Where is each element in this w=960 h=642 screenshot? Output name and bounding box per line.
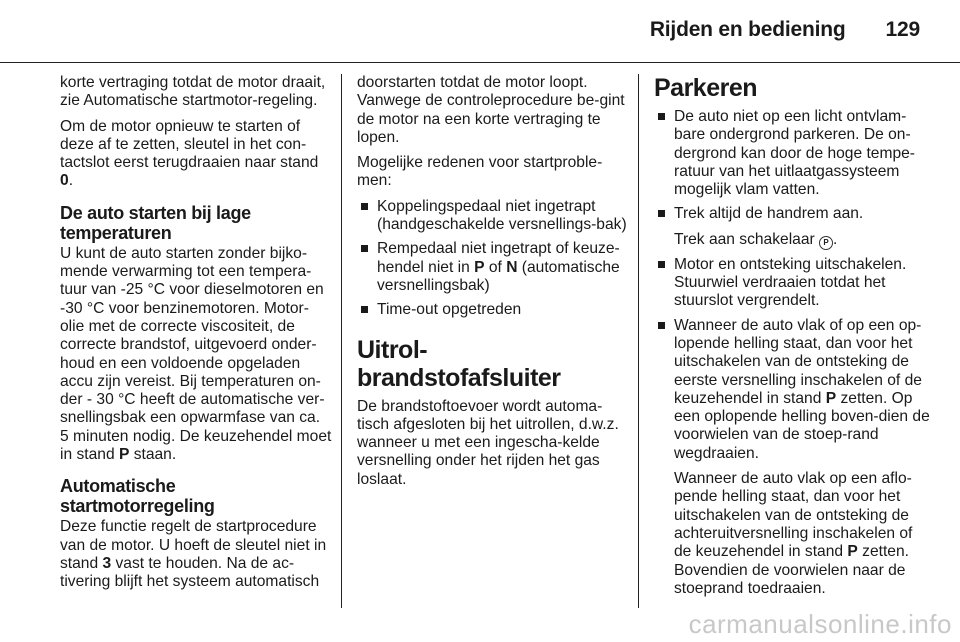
bullet-square-icon: [658, 210, 665, 217]
list-item: Wanneer de auto vlak of op een op-lopende helling staat, dan voor het uitschakelen van de ontsteking de eerste versnelling inschakelen of de keuzehendel in stand P zetten. Op een oplopende helling boven-dien de voorwielen van de stoep-rand wegdraaien.: [654, 317, 930, 463]
list-item: Motor en ontsteking uitschakelen. Stuurwiel verdraaien totdat het stuurslot vergrendelt.: [654, 256, 930, 311]
paragraph: Mogelijke redenen voor startproble-men:: [357, 154, 603, 190]
paragraph: korte vertraging totdat de motor draait, zie Automatische startmotor-regeling.: [60, 74, 326, 110]
bullet-square-icon: [361, 306, 368, 313]
bullet-square-icon: [658, 261, 665, 268]
column-3: [654, 74, 930, 605]
column-divider-2: [638, 74, 639, 608]
paragraph: Deze functie regelt de startprocedure van de motor. U hoeft de sleutel niet in stand 3 vast te houden. Na de ac-tivering blijft het systeem automatisch: [60, 518, 327, 591]
heading-cold-start: De auto starten bij lage temperaturen: [60, 202, 251, 243]
bullet-square-icon: [361, 245, 368, 252]
parking-brake-icon: P: [819, 236, 833, 250]
bullet-list: [654, 108, 930, 463]
paragraph: U kunt de auto starten zonder bijko-mende verwarming tot een tempera-tuur van -25 °C voor dieselmotoren en -30 °C voor benzinemotoren. Motor-olie met de correcte viscositeit, de correcte brandstof, uitgevoerd onder-houd en een voldoende opgeladen accu zijn vereist. Bij temperaturen on-der - 30 °C heeft de automatische ver-snellingsbak een opwarmfase van ca. 5 minuten nodig. De keuzehendel moet in stand P staan.: [60, 244, 332, 464]
list-item: De auto niet op een licht ontvlam-bare ondergrond parkeren. De on-dergrond kan door de hoge tempe-ratuur van het uitlaatgassysteem mogelijk vlam vatten.: [654, 108, 930, 199]
paragraph: De brandstoftoevoer wordt automa-tisch afgesloten bij het uitrollen, d.w.z. wanneer u met een ingescha-kelde versnelling onder het rijden het gas loslaat.: [357, 397, 619, 488]
heading-auto-starter: Automatische startmotorregeling: [60, 476, 215, 517]
list-item: Trek altijd de handrem aan. Trek aan schakelaar P .: [654, 205, 930, 249]
bullet-square-icon: [658, 322, 665, 329]
section-title: Rijden en bediening: [649, 18, 846, 41]
bullet-square-icon: [658, 113, 665, 120]
paragraph: Wanneer de auto vlak op een aflo-pende helling staat, dan voor het uitschakelen van de ontsteking de achteruitversnelling inschakelen of de keuzehendel in stand P zetten. Bovendien de voorwielen naar de stoeprand toedraaien.: [674, 470, 913, 597]
page-number: 129: [885, 18, 920, 41]
list-item: Koppelingspedaal niet ingetrapt (handgeschakelde versnellings-bak): [357, 198, 629, 235]
bullet-square-icon: [361, 203, 368, 210]
list-item: Rempedaal niet ingetrapt of keuze-hendel niet in P of N (automatische versnellingsbak): [357, 240, 629, 295]
header-rule: [0, 62, 960, 63]
column-1: [60, 74, 332, 599]
watermark: carmanualsonline.info: [688, 609, 952, 639]
sub-paragraph: Trek aan schakelaar P .: [674, 230, 838, 248]
heading-fuel-cutoff: Uitrol-brandstofafsluiter: [357, 335, 561, 392]
column-divider-1: [341, 74, 342, 608]
heading-parking: Parkeren: [654, 74, 758, 102]
list-item: Time-out opgetreden: [357, 301, 629, 319]
paragraph: Om de motor opnieuw te starten of deze af te zetten, sleutel in het con-tactslot eerst terugdraaien naar stand 0.: [60, 117, 319, 190]
page-header: [650, 18, 920, 42]
bullet-list: [357, 198, 629, 320]
paragraph: doorstarten totdat de motor loopt. Vanwege de controleprocedure be-gint de motor na een korte vertraging te lopen.: [357, 74, 625, 146]
column-2: [357, 74, 629, 496]
